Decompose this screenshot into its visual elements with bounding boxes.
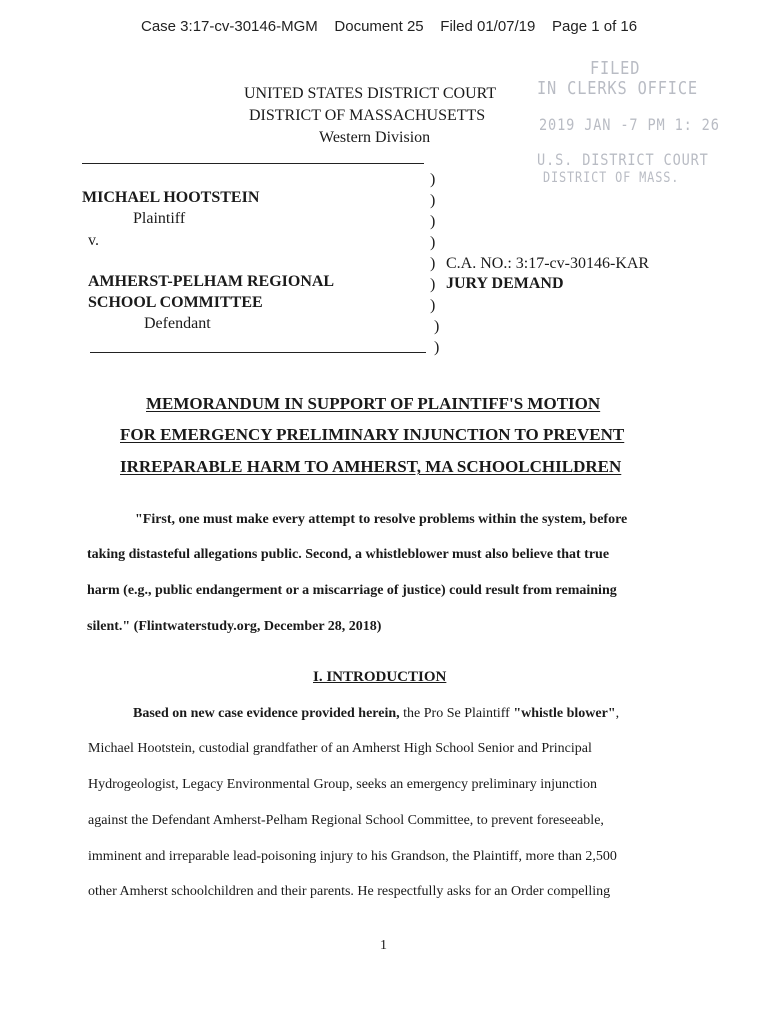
- body-line2: Michael Hootstein, custodial grandfather of an Amherst High School Senior and Principal: [88, 741, 592, 756]
- page-indicator: Page 1 of 16: [552, 18, 638, 35]
- epigraph-line3: harm (e.g., public endangerment or a miscarriage of justice) could result from remaining: [87, 583, 617, 598]
- epigraph-line2: taking distasteful allegations public. Second, a whistleblower must also believe that true: [87, 547, 610, 562]
- caption-bottom-rule: [90, 352, 426, 353]
- section-heading: I. INTRODUCTION: [313, 669, 447, 685]
- caption-paren: ): [430, 234, 436, 251]
- body-line1: [133, 706, 619, 722]
- plaintiff-name: MICHAEL HOOTSTEIN: [82, 189, 260, 206]
- epigraph-line1: "First, one must make every attempt to resolve problems within the system, before: [135, 512, 628, 527]
- court-district: DISTRICT OF MASSACHUSETTS: [249, 107, 486, 124]
- plaintiff-role: Plaintiff: [133, 210, 186, 227]
- document-title-line3: IRREPARABLE HARM TO AMHERST, MA SCHOOLCHILDREN: [120, 457, 622, 476]
- caption-paren: ): [430, 297, 436, 314]
- caption-paren: ): [430, 255, 436, 272]
- body-lead-comma: ,: [615, 706, 620, 721]
- stamp-clerks-office: IN CLERKS OFFICE: [537, 78, 698, 99]
- body-line3: Hydrogeologist, Legacy Environmental Group, seeks an emergency preliminary injunction: [88, 777, 598, 792]
- body-lead-plain: the Pro Se Plaintiff: [399, 706, 514, 721]
- body-line6: other Amherst schoolchildren and their parents. He respectfully asks for an Order compelling: [88, 884, 611, 899]
- body-line5: imminent and irreparable lead-poisoning injury to his Grandson, the Plaintiff, more than 2,500: [88, 849, 617, 864]
- document-number: Document 25: [334, 18, 424, 35]
- document-title-line1: MEMORANDUM IN SUPPORT OF PLAINTIFF'S MOTION: [146, 394, 601, 413]
- stamp-date-time: 2019 JAN -7 PM 1: 26: [539, 115, 720, 134]
- document-title-line2: FOR EMERGENCY PRELIMINARY INJUNCTION TO PREVENT: [120, 425, 625, 444]
- defendant-name-line2: SCHOOL COMMITTEE: [88, 294, 263, 311]
- caption-paren: ): [430, 276, 436, 293]
- caption-paren: ): [434, 339, 440, 356]
- caption-paren: ): [430, 192, 436, 209]
- stamp-district-court: U.S. DISTRICT COURT: [537, 150, 709, 169]
- body-lead-bold: Based on new case evidence provided herein,: [133, 706, 400, 721]
- epigraph-line4: silent." (Flintwaterstudy.org, December 28, 2018): [87, 619, 382, 634]
- jury-demand: JURY DEMAND: [446, 275, 564, 292]
- page-number: 1: [380, 938, 387, 953]
- court-division: Western Division: [319, 129, 431, 146]
- defendant-role: Defendant: [144, 315, 211, 332]
- versus: v.: [88, 232, 99, 249]
- body-line4: against the Defendant Amherst-Pelham Regional School Committee, to prevent foreseeable,: [88, 813, 604, 828]
- caption-paren: ): [430, 213, 436, 230]
- case-number: Case 3:17-cv-30146-MGM: [141, 18, 318, 35]
- civil-action-number: C.A. NO.: 3:17-cv-30146-KAR: [446, 255, 650, 272]
- defendant-name-line1: AMHERST-PELHAM REGIONAL: [88, 273, 335, 290]
- stamp-filed: FILED: [590, 58, 641, 79]
- court-name: UNITED STATES DISTRICT COURT: [244, 85, 497, 102]
- caption-paren: ): [430, 171, 436, 188]
- caption-top-rule: [82, 163, 424, 164]
- filed-date: Filed 01/07/19: [440, 18, 536, 35]
- body-whistle-blower: "whistle blower": [513, 706, 616, 721]
- caption-paren: ): [434, 318, 440, 335]
- stamp-district-mass: DISTRICT OF MASS.: [543, 170, 680, 186]
